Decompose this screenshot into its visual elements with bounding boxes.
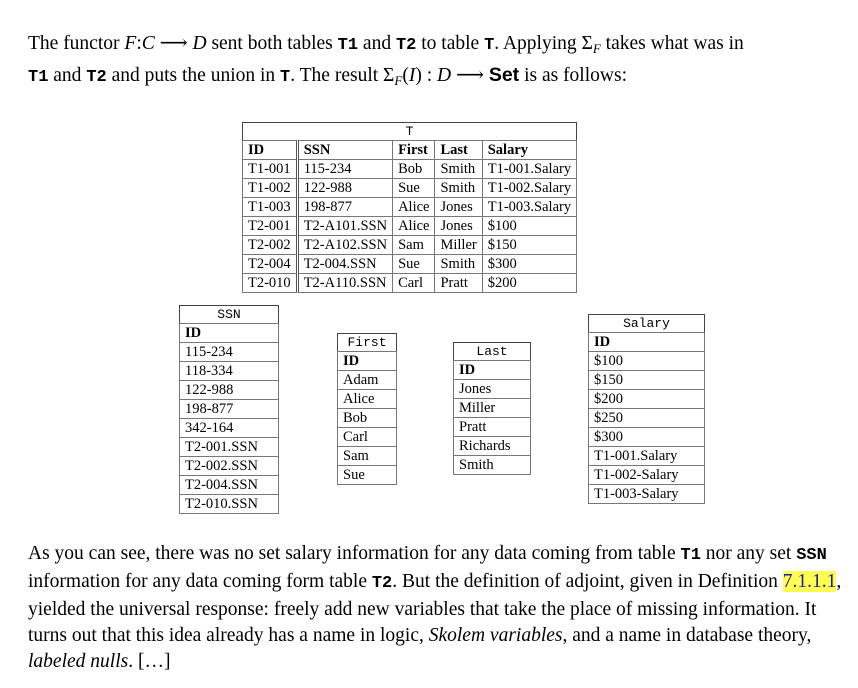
- table-cell: Bob: [338, 409, 397, 428]
- table-cell: T2-004: [243, 255, 298, 274]
- table-cell: T1-002-Salary: [589, 466, 705, 485]
- table-row: [589, 447, 705, 466]
- table-cell: $150: [589, 371, 705, 390]
- table-Salary-header: ID: [589, 333, 705, 352]
- table-cell: 342-164: [180, 419, 279, 438]
- table-SSN: [179, 305, 279, 514]
- table-Salary-body: [589, 352, 705, 504]
- table-cell: Pratt: [435, 274, 482, 293]
- table-SSN-caption: SSN: [179, 305, 279, 323]
- table-cell: T2-002: [243, 236, 298, 255]
- table-cell: T2-004.SSN: [180, 476, 279, 495]
- table-cell: Bob: [393, 160, 435, 179]
- table-row: [180, 343, 279, 362]
- table-First-caption: First: [337, 333, 397, 351]
- table-row: [180, 495, 279, 514]
- table-T-header-id: ID: [243, 141, 298, 160]
- table-T-header-salary: Salary: [482, 141, 576, 160]
- table-T-header-last: Last: [435, 141, 482, 160]
- table-row: [243, 179, 577, 198]
- table-cell: Jones: [435, 217, 482, 236]
- table-cell: T2-A101.SSN: [297, 217, 392, 236]
- table-cell: Jones: [454, 380, 531, 399]
- table-row: [243, 274, 577, 293]
- table-Last-body: [454, 380, 531, 475]
- table-cell: T2-001.SSN: [180, 438, 279, 457]
- table-row: [338, 428, 397, 447]
- table-cell: Alice: [338, 390, 397, 409]
- table-row: [243, 198, 577, 217]
- table-cell: 115-234: [297, 160, 392, 179]
- table-cell: $200: [589, 390, 705, 409]
- table-cell: Alice: [393, 217, 435, 236]
- table-cell: T2-002.SSN: [180, 457, 279, 476]
- table-cell: $300: [589, 428, 705, 447]
- table-row: [589, 466, 705, 485]
- table-cell: T1-001.Salary: [482, 160, 576, 179]
- table-First-header: ID: [338, 352, 397, 371]
- table-cell: T2-010.SSN: [180, 495, 279, 514]
- table-T-body: [243, 160, 577, 293]
- table-Last-header: ID: [454, 361, 531, 380]
- table-cell: T2-010: [243, 274, 298, 293]
- table-row: [589, 371, 705, 390]
- table-Last: [453, 342, 531, 475]
- table-cell: Alice: [393, 198, 435, 217]
- table-row: [338, 390, 397, 409]
- table-cell: $250: [589, 409, 705, 428]
- table-Salary: [588, 314, 705, 504]
- table-row: [180, 362, 279, 381]
- table-cell: T1-001: [243, 160, 298, 179]
- table-cell: Smith: [435, 255, 482, 274]
- table-cell: Sam: [338, 447, 397, 466]
- table-SSN-body: [180, 343, 279, 514]
- table-row: [338, 466, 397, 485]
- table-cell: Carl: [393, 274, 435, 293]
- table-row: [338, 371, 397, 390]
- table-cell: Sue: [393, 179, 435, 198]
- table-cell: $200: [482, 274, 576, 293]
- table-Salary-caption: Salary: [588, 314, 705, 332]
- table-row: [243, 217, 577, 236]
- outro-paragraph: As you can see, there was no set salary information for any data coming from table T1 nor any set SSN information for any data coming form table T2. But the definition of adjoint, given in Definition 7.1.1.1, yielded the universal response: freely add new variables that take the place of missing information. It turns out that this idea already has a name in logic, Skolem variables, and a name in database theory, labeled nulls. […]: [28, 543, 842, 672]
- table-cell: 198-877: [180, 400, 279, 419]
- table-row: [180, 419, 279, 438]
- table-cell: Smith: [454, 456, 531, 475]
- table-T-header-ssn: SSN: [297, 141, 392, 160]
- table-cell: T1-002.Salary: [482, 179, 576, 198]
- table-cell: T2-004.SSN: [297, 255, 392, 274]
- table-cell: T1-001.Salary: [589, 447, 705, 466]
- table-row: [454, 418, 531, 437]
- table-cell: $150: [482, 236, 576, 255]
- table-row: [454, 437, 531, 456]
- table-First: [337, 333, 397, 485]
- table-cell: $100: [482, 217, 576, 236]
- table-cell: Miller: [454, 399, 531, 418]
- table-cell: $300: [482, 255, 576, 274]
- table-row: [589, 352, 705, 371]
- table-cell: 118-334: [180, 362, 279, 381]
- table-cell: T1-003.Salary: [482, 198, 576, 217]
- table-cell: Adam: [338, 371, 397, 390]
- table-SSN-header: ID: [180, 324, 279, 343]
- table-cell: Sam: [393, 236, 435, 255]
- table-cell: 122-988: [180, 381, 279, 400]
- table-row: [338, 409, 397, 428]
- table-cell: 198-877: [297, 198, 392, 217]
- table-row: [180, 457, 279, 476]
- table-T-header-first: First: [393, 141, 435, 160]
- table-row: [589, 390, 705, 409]
- table-row: [180, 381, 279, 400]
- table-cell: T2-A102.SSN: [297, 236, 392, 255]
- table-cell: T1-003: [243, 198, 298, 217]
- table-cell: Carl: [338, 428, 397, 447]
- table-T-caption: T: [242, 122, 577, 140]
- table-row: [589, 409, 705, 428]
- table-cell: T2-001: [243, 217, 298, 236]
- definition-link[interactable]: 7.1.1.1: [782, 571, 837, 592]
- table-cell: Sue: [393, 255, 435, 274]
- table-row: [180, 400, 279, 419]
- table-T-header-row: [243, 141, 577, 160]
- table-T: [242, 122, 577, 293]
- table-row: [454, 456, 531, 475]
- table-cell: Smith: [435, 179, 482, 198]
- intro-paragraph: The functor F:C ⟶ D sent both tables T1 and T2 to table T. Applying $\Sigma_F$ takes what was in T1 and T2 and puts the union in T. The result $\Sigma_F(I)$ : D ⟶ Set is as follows:: [28, 33, 744, 88]
- table-row: [454, 380, 531, 399]
- table-row: [180, 476, 279, 495]
- table-cell: 115-234: [180, 343, 279, 362]
- table-row: [338, 447, 397, 466]
- table-cell: Sue: [338, 466, 397, 485]
- table-row: [243, 236, 577, 255]
- table-cell: Pratt: [454, 418, 531, 437]
- table-cell: 122-988: [297, 179, 392, 198]
- table-row: [589, 428, 705, 447]
- table-cell: $100: [589, 352, 705, 371]
- table-cell: T2-A110.SSN: [297, 274, 392, 293]
- table-cell: Jones: [435, 198, 482, 217]
- table-Last-caption: Last: [453, 342, 531, 360]
- table-row: [454, 399, 531, 418]
- table-cell: Miller: [435, 236, 482, 255]
- table-row: [243, 255, 577, 274]
- table-cell: T1-002: [243, 179, 298, 198]
- table-cell: T1-003-Salary: [589, 485, 705, 504]
- table-cell: Smith: [435, 160, 482, 179]
- table-cell: Richards: [454, 437, 531, 456]
- table-row: [589, 485, 705, 504]
- table-row: [180, 438, 279, 457]
- table-row: [243, 160, 577, 179]
- table-First-body: [338, 371, 397, 485]
